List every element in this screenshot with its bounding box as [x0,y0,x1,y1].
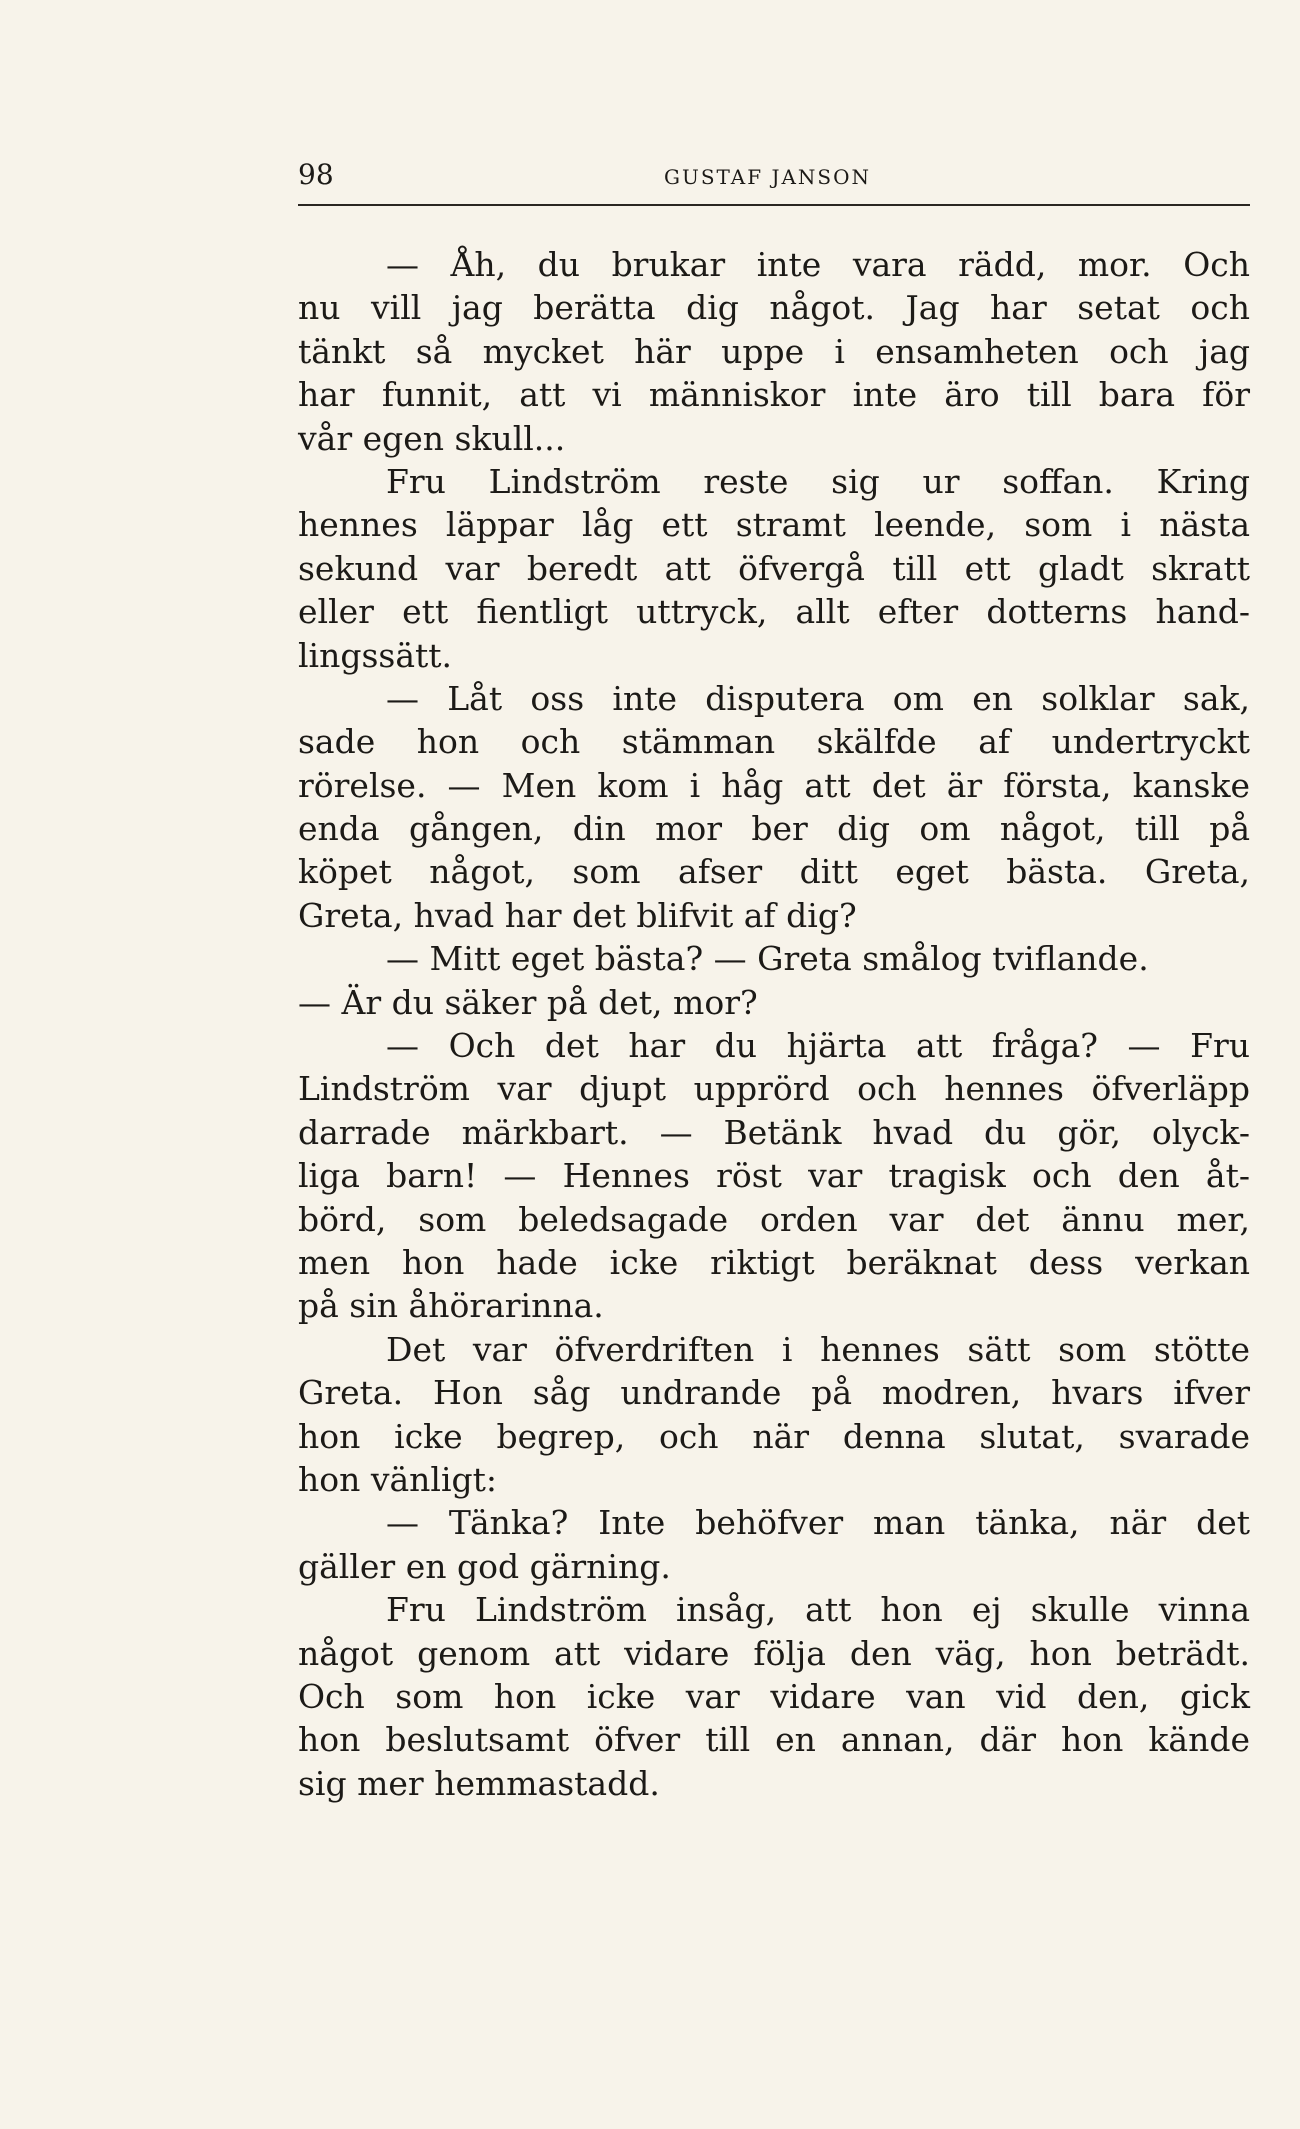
text-line: hon icke begrep, och när denna slutat, svarade [298,1416,1250,1456]
text-line: Fru Lindström reste sig ur soffan. Kring [386,461,1250,501]
text-line: eller ett fientligt uttryck, allt efter dotterns hand- [298,592,1250,632]
text-line: — Tänka? Inte behöfver man tänka, när det [386,1503,1250,1543]
text-line: — Mitt eget bästa? — Greta smålog tviflande. [386,939,1149,979]
text-line: enda gången, din mor ber dig om något, till på [298,809,1250,849]
text-line: nu vill jag berätta dig något. Jag har setat och [298,288,1250,328]
text-line: liga barn! — Hennes röst var tragisk och den åt- [298,1156,1250,1196]
text-line: lingssätt. [298,635,453,675]
text-line: Greta. Hon såg undrande på modren, hvars ifver [298,1373,1250,1413]
text-line: hon vänligt: [298,1459,498,1499]
text-line: tänkt så mycket här uppe i ensamheten och jag [298,331,1250,371]
text-line: — Och det har du hjärta att fråga? — Fru [386,1026,1250,1066]
text-line: Och som hon icke var vidare van vid den, gick [298,1676,1250,1716]
page-header [298,158,1248,208]
text-line: sekund var beredt att öfvergå till ett gladt skratt [298,548,1250,588]
text-line: hon beslutsamt öfver till en annan, där hon kände [298,1720,1250,1760]
text-line: Fru Lindström insåg, att hon ej skulle vinna [386,1590,1250,1630]
text-line: något genom att vidare följa den väg, hon beträdt. [298,1633,1250,1673]
text-line: Det var öfverdriften i hennes sätt som stötte [386,1329,1250,1369]
running-head: GUSTAF JANSON [664,165,872,189]
text-line: sade hon och stämman skälfde af undertryckt [298,722,1250,762]
text-line: börd, som beledsagade orden var det ännu mer, [298,1199,1250,1239]
text-line: men hon hade icke riktigt beräknat dess verkan [298,1242,1250,1282]
text-line: Greta, hvad har det blifvit af dig? [298,895,857,935]
text-line: — Låt oss inte disputera om en solklar sak, [386,678,1250,718]
body-text [298,243,1250,1805]
text-line: — Är du säker på det, mor? [298,982,758,1022]
text-line: på sin åhörarinna. [298,1286,604,1326]
text-line: har funnit, att vi människor inte äro till bara för [298,375,1250,415]
page-number: 98 [298,158,334,191]
text-line: Lindström var djupt upprörd och hennes öfverläpp [298,1069,1250,1109]
text-line: sig mer hemmastadd. [298,1763,660,1803]
text-line: — Åh, du brukar inte vara rädd, mor. Och [386,245,1250,284]
text-line: rörelse. — Men kom i håg att det är första, kanske [298,765,1250,805]
text-line: darrade märkbart. — Betänk hvad du gör, olyck- [298,1112,1250,1152]
text-line: vår egen skull... [298,418,566,458]
text-line: köpet något, som afser ditt eget bästa. Greta, [298,852,1250,892]
header-rule [298,204,1250,206]
text-line: hennes läppar låg ett stramt leende, som i nästa [298,505,1250,545]
text-line: gäller en god gärning. [298,1546,671,1586]
